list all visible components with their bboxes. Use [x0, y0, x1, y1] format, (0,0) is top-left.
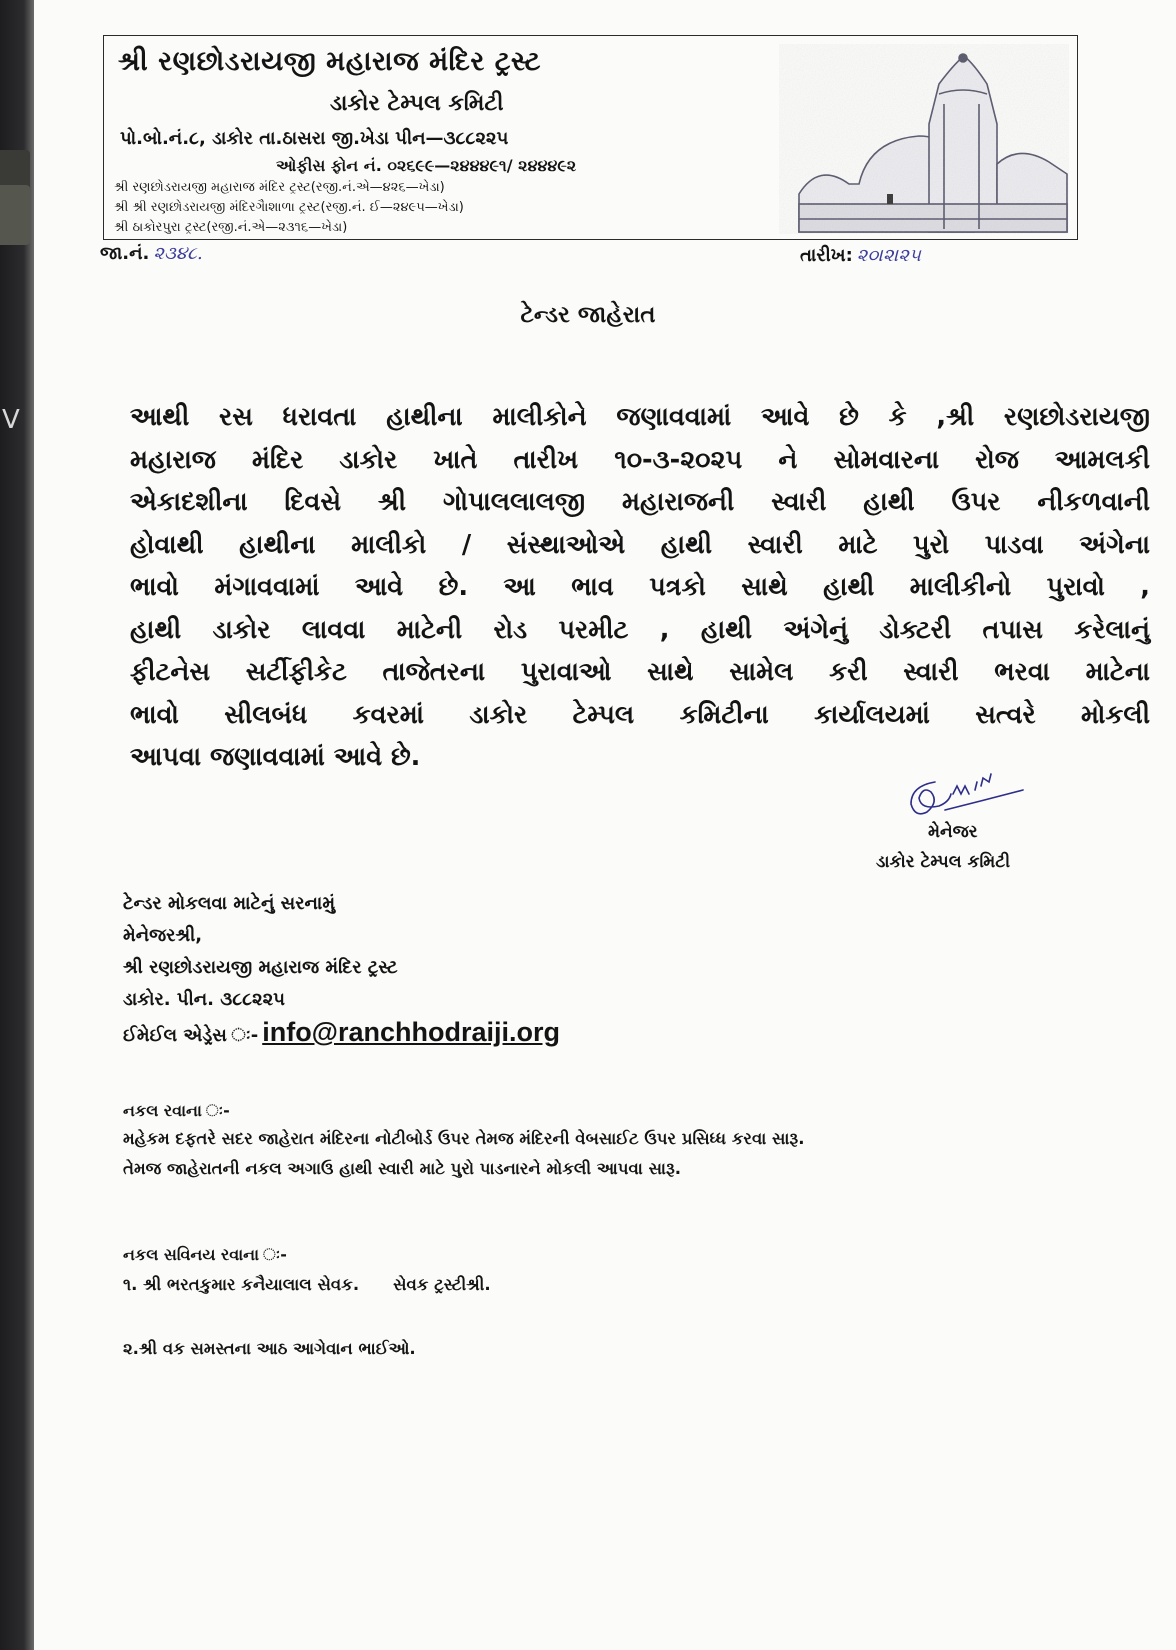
email-label: ઈમેઈલ એડ્રેસ ઃ- [123, 1025, 259, 1046]
body-line: હોવાથી હાથીના માલીકો / સંસ્થાઓએ હાથી સ્વારી માટે પુરો પાડવા અંગેના [130, 529, 1150, 560]
copy-forwarded-block [123, 1098, 804, 1184]
address-line: મેનેજરશ્રી, [123, 925, 203, 946]
recipient-name: ૧. શ્રી ભરતકુમાર કનૈયાલાલ સેવક. [123, 1275, 360, 1294]
copy-respectfully-block [123, 1240, 491, 1364]
body-line: ફીટનેસ સર્ટીફીકેટ તાજેતરના પુરાવાઓ સાથે સામેલ કરી સ્વારી ભરવા માટેના [130, 657, 1150, 687]
body-line: એકાદશીના દિવસે શ્રી ગોપાલલાલજી મહારાજની સ્વારી હાથી ઉપર નીકળવાની [130, 487, 1150, 517]
background-letter: V [2, 405, 20, 435]
address-line: ટેન્ડર મોકલવા માટેનું સરનામું [123, 893, 336, 914]
dark-background-edge [0, 0, 34, 1650]
temple-sketch-icon [779, 44, 1069, 234]
recipient-item [123, 1334, 491, 1364]
document-heading: ટેન્ડર જાહેરાત [520, 302, 656, 328]
trust-title: શ્રી રણછોડરાયજી મહારાજ મંદિર ટ્રસ્ટ [118, 46, 541, 77]
letterhead [103, 35, 1078, 240]
office-phone: ઓફીસ ફોન નં. ૦૨૬૯૯—૨૪૪૪૯૧/ ૨૪૪૪૯૨ [276, 156, 577, 175]
letter-date [800, 245, 921, 266]
registration-line: શ્રી શ્રી રણછોડરાયજી મંદિરગૈાશાળા ટ્રસ્ટ(રજી.નં. ઈ—૨૪૯૫—ખેડા) [114, 200, 464, 215]
reference-value: ૨૩૪૮. [153, 243, 203, 264]
body-line: આપવા જણાવવામાં આવે છે. [130, 742, 421, 772]
recipient-role: સેવક ટ્રસ્ટીશ્રી. [393, 1275, 491, 1294]
address-line: ડાકોર. પીન. ૩૮૮૨૨૫ [123, 989, 286, 1010]
signatory-organization: ડાકોર ટેમ્પલ કમિટી [876, 852, 1011, 872]
body-line: ભાવો મંગાવવામાં આવે છે. આ ભાવ પત્રકો સાથે હાથી માલીકીનો પુરાવો , [130, 572, 1150, 602]
copy-forwarded-line: તેમજ જાહેરાતની નકલ અગાઉ હાથી સ્વારી માટે પુરો પાડનારને મોકલી આપવા સારૂ. [123, 1159, 682, 1178]
body-line: મહારાજ મંદિર ડાકોર ખાતે તારીખ ૧૦-૩-૨૦૨૫ ને સોમવારના રોજ આમલકી [130, 444, 1150, 475]
copy-forwarded-label: નકલ રવાના ઃ- [123, 1101, 230, 1120]
body-line: હાથી ડાકોર લાવવા માટેની રોડ પરમીટ , હાથી અંગેનું ડોક્ટરી તપાસ કરેલાનું [130, 614, 1150, 645]
email-link[interactable]: info@ranchhodraiji.org [262, 1017, 561, 1047]
postal-address: પો.બો.નં.૮, ડાકોર તા.ઠાસરા જી.ખેડા પીન—૩૮૮૨૨૫ [120, 128, 509, 149]
background-object [0, 150, 30, 190]
recipient-item [123, 1270, 491, 1300]
body-line: ભાવો સીલબંધ કવરમાં ડાકોર ટેમ્પલ કમિટીના કાર્યાલયમાં સત્વરે મોકલી [130, 699, 1150, 730]
date-label: તારીખ: [800, 245, 853, 266]
copy-respectfully-label: નકલ સવિનય રવાના ઃ- [123, 1245, 287, 1264]
address-line: શ્રી રણછોડરાયજી મહારાજ મંદિર ટ્રસ્ટ [123, 957, 398, 978]
date-value: ૨૦।૨।૨૫ [856, 245, 921, 266]
background-object [0, 185, 30, 245]
signatory-title: મેનેજર [928, 822, 978, 842]
email-row [123, 1016, 560, 1048]
committee-subtitle: ડાકોર ટેમ્પલ કમિટી [330, 91, 504, 116]
registration-line: શ્રી રણછોડરાયજી મહારાજ મંદિર ટ્રસ્ટ(રજી.નં.એ—૪૨૬—ખેડા) [114, 180, 445, 195]
copy-forwarded-line: મહેકમ દફતરે સદર જાહેરાત મંદિરના નોટીબોર્ડ ઉપર તેમજ મંદિરની વેબસાઈટ ઉપર પ્રસિધ્ધ કરવા સારૂ. [123, 1129, 805, 1148]
reference-label: જા.નં. [100, 243, 150, 264]
tender-notice-body [130, 396, 1150, 779]
signature-mark-icon [905, 772, 1035, 824]
reference-number [100, 243, 203, 264]
body-line: આથી રસ ધરાવતા હાથીના માલીકોને જણાવવામાં આવે છે કે ,શ્રી રણછોડરાયજી [130, 402, 1150, 432]
tender-address-block [123, 888, 560, 1048]
recipient-name: ૨.શ્રી વક સમસ્તના આઠ આગેવાન ભાઈઓ. [123, 1339, 416, 1358]
registration-line: શ્રી ઠાકોરપુરા ટ્રસ્ટ(રજી.નં.એ—૨૩૧૬—ખેડા) [114, 220, 348, 235]
